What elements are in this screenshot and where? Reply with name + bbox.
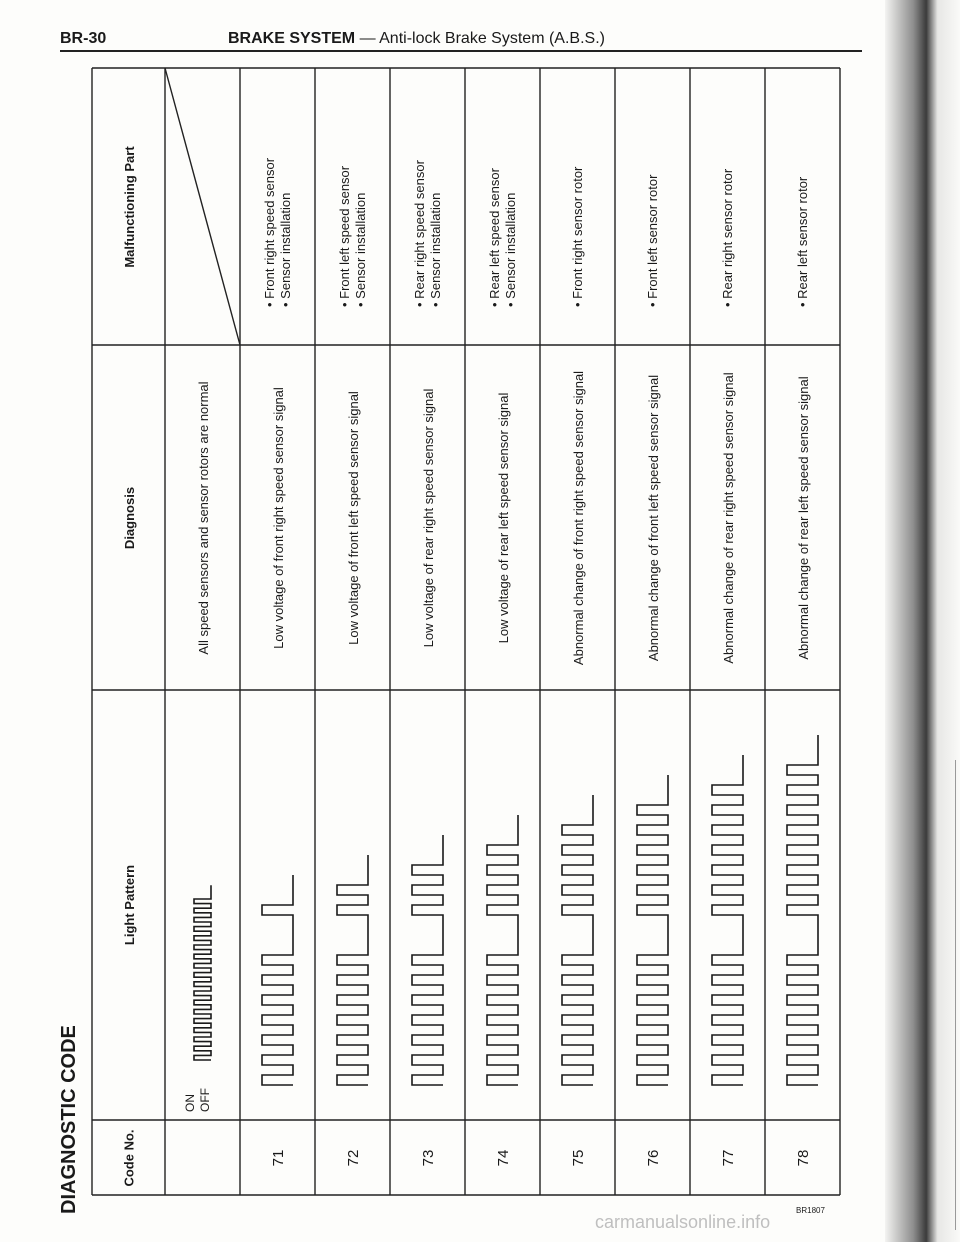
section-name: BRAKE SYSTEM (228, 30, 356, 47)
row-diagnosis (481, 353, 525, 683)
part-line-2: • Sensor installation (277, 192, 293, 307)
row-diagnosis (406, 353, 450, 683)
row-diagnosis (706, 368, 750, 668)
row-diagnosis (781, 368, 825, 668)
header-malfunctioning-part-text: Malfunctioning Part (121, 145, 136, 268)
figure-reference: BR1807 (796, 1206, 825, 1215)
row-diagnosis-text: Low voltage of front right speed sensor signal (270, 386, 285, 649)
code-number (788, 1128, 818, 1188)
empty-cell-diagonal (165, 68, 240, 345)
on-off-labels (183, 1072, 215, 1112)
normal-diagnosis (183, 353, 223, 683)
part-line-2: • Sensor installation (502, 192, 518, 307)
header-malfunctioning-part (114, 77, 144, 337)
header-light-pattern (114, 755, 144, 1055)
code-number (338, 1128, 368, 1188)
part-line-2: • Sensor installation (427, 192, 443, 307)
malfunctioning-part (706, 77, 750, 337)
row-diagnosis-text: Abnormal change of rear right speed sensor signal (720, 371, 735, 664)
row-diagnosis (256, 353, 300, 683)
code-number (413, 1128, 443, 1188)
light-pattern-code (712, 755, 743, 1085)
light-pattern-code (487, 815, 518, 1085)
malfunctioning-part (781, 77, 825, 337)
header-light-pattern-text: Light Pattern (121, 864, 136, 946)
light-pattern-code (562, 795, 593, 1085)
watermark-text: carmanualsonline.info (595, 1212, 771, 1232)
page-number: BR-30 (60, 30, 107, 47)
code-number-text: 78 (794, 1149, 811, 1166)
code-number-text: 73 (419, 1149, 436, 1166)
malfunctioning-part (631, 77, 675, 337)
normal-diagnosis-text: All speed sensors and sensor rotors are normal (195, 380, 210, 655)
row-diagnosis-text: Abnormal change of front left speed sensor signal (645, 374, 660, 661)
code-number-text: 74 (494, 1149, 511, 1166)
row-diagnosis (631, 368, 675, 668)
part-line-1: • Front left sensor rotor (644, 174, 660, 307)
code-number (713, 1128, 743, 1188)
binding-shadow (885, 0, 960, 1242)
malfunctioning-part (481, 77, 525, 337)
adjacent-page-edge (955, 760, 960, 1230)
part-line-1: • Front left speed sensor (336, 165, 352, 307)
row-diagnosis (331, 353, 375, 683)
row-diagnosis-text: Abnormal change of rear left speed sensor signal (795, 375, 810, 660)
row-diagnosis (556, 368, 600, 668)
part-line-1: • Front right sensor rotor (569, 166, 585, 307)
part-line-2: • Sensor installation (352, 192, 368, 307)
code-number (263, 1128, 293, 1188)
row-diagnosis-text: Abnormal change of front right speed sensor signal (570, 370, 585, 665)
header-diagnosis (114, 368, 144, 668)
row-diagnosis-text: Low voltage of front left speed sensor signal (345, 390, 360, 645)
malfunctioning-part (256, 77, 300, 337)
light-pattern-code (637, 775, 668, 1085)
part-line-1: • Rear right sensor rotor (719, 168, 735, 307)
code-number-text: 72 (344, 1149, 361, 1166)
row-diagnosis-text: Low voltage of rear right speed sensor signal (420, 388, 435, 647)
subsection-name: — Anti-lock Brake System (A.B.S.) (355, 30, 605, 47)
code-number (563, 1128, 593, 1188)
light-pattern-code (412, 835, 443, 1085)
light-pattern-code (787, 735, 818, 1085)
code-number-text: 77 (719, 1149, 736, 1166)
off-label: OFF (197, 1088, 212, 1112)
malfunctioning-part (556, 77, 600, 337)
malfunctioning-part (331, 77, 375, 337)
light-pattern-code (337, 855, 368, 1085)
light-pattern-normal (194, 885, 211, 1060)
part-line-1: • Rear right speed sensor (411, 159, 427, 307)
code-number-text: 71 (269, 1149, 286, 1166)
header-code-no (114, 1120, 144, 1195)
code-number-text: 75 (569, 1149, 586, 1166)
part-line-1: • Front right speed sensor (261, 157, 277, 307)
part-line-1: • Rear left sensor rotor (794, 176, 810, 307)
on-label: ON (182, 1094, 197, 1112)
light-pattern-code (262, 875, 293, 1085)
part-line-1: • Rear left speed sensor (486, 167, 502, 307)
code-number (488, 1128, 518, 1188)
code-number-text: 76 (644, 1149, 661, 1166)
row-diagnosis-text: Low voltage of rear left speed sensor signal (495, 392, 510, 643)
header-code-no-text: Code No. (121, 1128, 136, 1187)
diagnostic-code-title: DIAGNOSTIC CODE (58, 1025, 80, 1214)
header-diagnosis-text: Diagnosis (121, 486, 136, 549)
malfunctioning-part (406, 77, 450, 337)
code-number (638, 1128, 668, 1188)
